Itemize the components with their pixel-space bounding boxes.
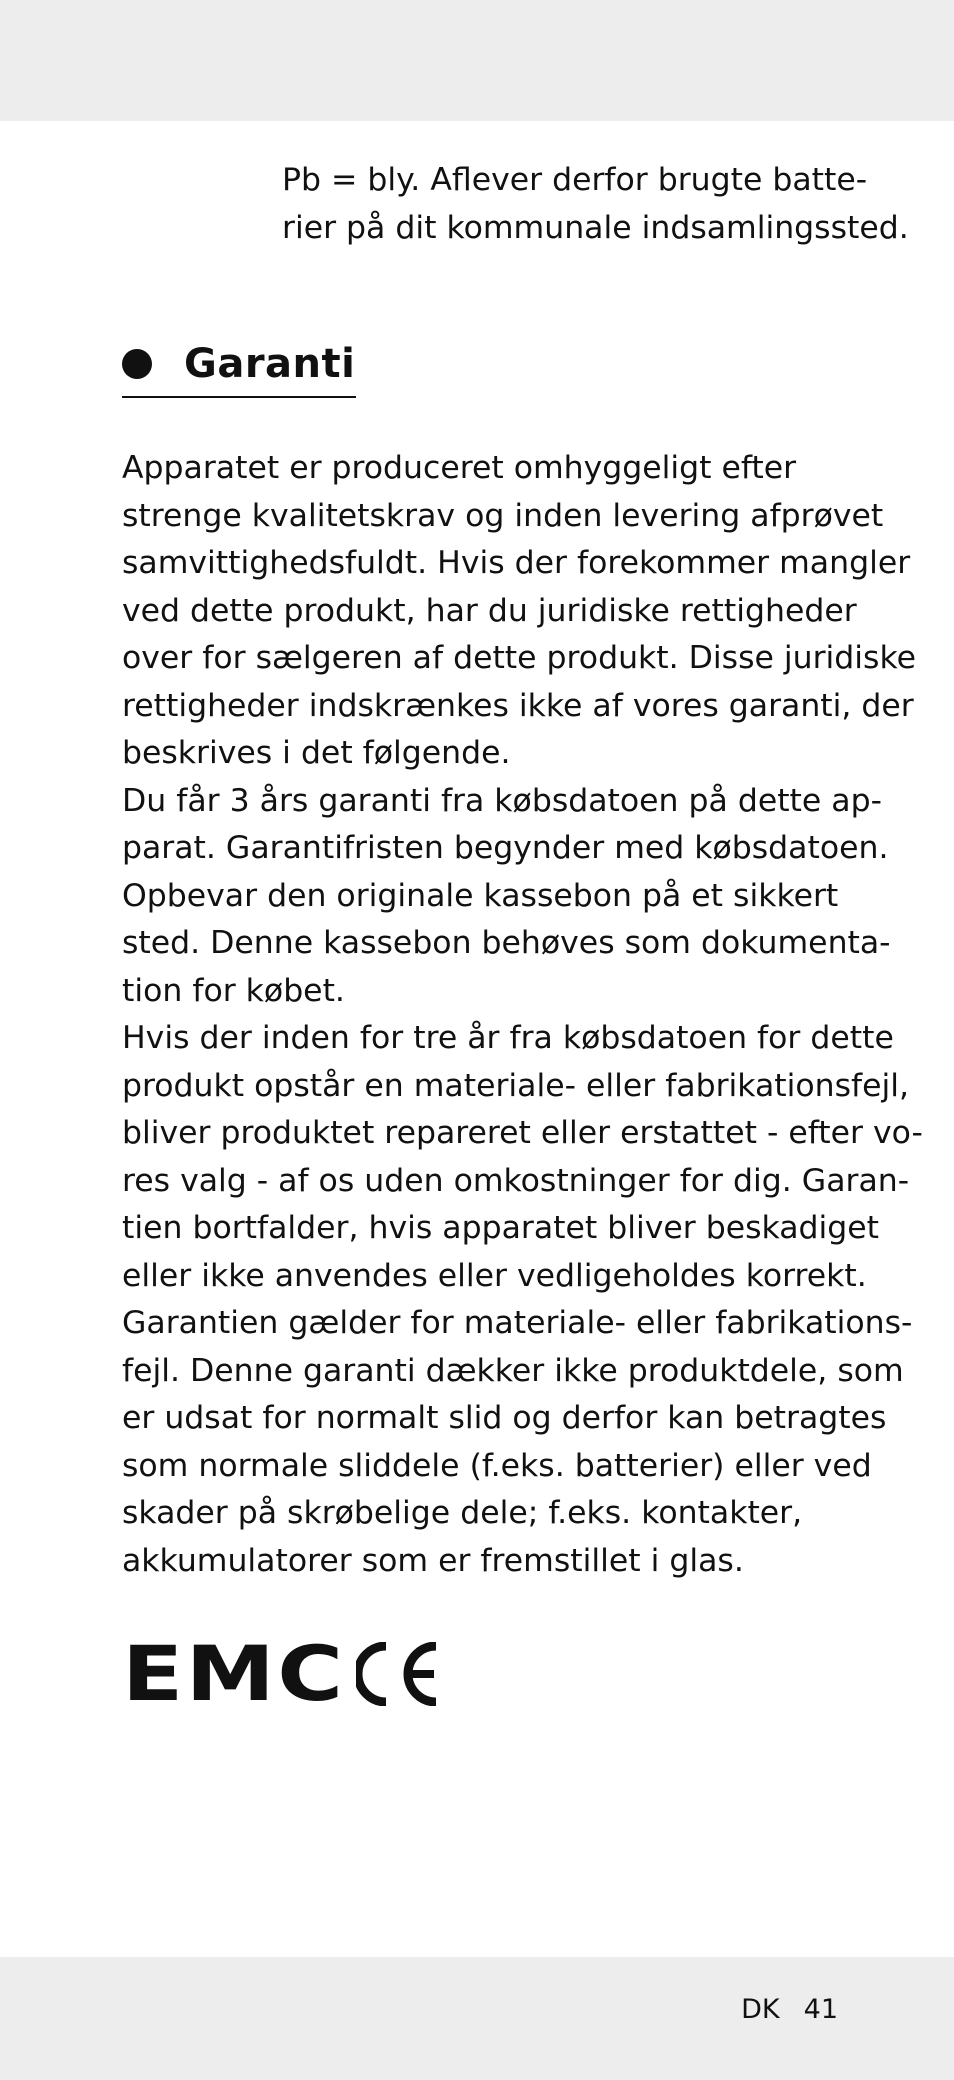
page-number: 41 xyxy=(803,1994,838,2025)
text-line: sted. Denne kassebon behøves som dokumenta- xyxy=(122,925,891,961)
text-line: strenge kvalitetskrav og inden levering afprøvet xyxy=(122,497,884,534)
text-line: Opbevar den originale kassebon på et sikkert xyxy=(122,877,839,914)
text-line: Apparatet er produceret omhyggeligt efter xyxy=(122,450,797,486)
text-line: Du får 3 års garanti fra købsdatoen på dette ap- xyxy=(122,782,882,819)
warranty-body-text xyxy=(122,445,923,1585)
emc-logo xyxy=(122,1629,346,1718)
text-line: akkumulatorer som er fremstillet i glas. xyxy=(122,1542,744,1579)
text-line: tion for købet. xyxy=(122,972,345,1009)
section-heading-garanti xyxy=(122,338,356,398)
emc-logo-text: EMC xyxy=(122,1629,346,1718)
top-margin-band xyxy=(0,0,954,121)
text-line: ved dette produkt, har du juridiske rettigheder xyxy=(122,592,857,629)
text-line: produkt opstår en materiale- eller fabrikationsfejl, xyxy=(122,1067,910,1104)
battery-disposal-text xyxy=(282,156,909,252)
text-line: res valg - af os uden omkostninger for dig. Garan- xyxy=(122,1162,910,1199)
text-line: skader på skrøbelige dele; f.eks. kontakter, xyxy=(122,1495,803,1531)
page-footer xyxy=(741,1990,838,2030)
text-line: fejl. Denne garanti dækker ikke produktdele, som xyxy=(122,1352,904,1389)
text-line: Hvis der inden for tre år fra købsdatoen for dette xyxy=(122,1020,894,1056)
text-line: over for sælgeren af dette produkt. Disse juridiske xyxy=(122,640,916,676)
language-code: DK xyxy=(741,1994,780,2025)
section-heading-label: Garanti xyxy=(184,341,356,387)
text-line: som normale sliddele (f.eks. batterier) eller ved xyxy=(122,1447,872,1484)
text-line: er udsat for normalt slid og derfor kan betragtes xyxy=(122,1400,887,1436)
bullet-icon xyxy=(122,349,152,379)
text-line: rettigheder indskrænkes ikke af vores garanti, der xyxy=(122,687,914,724)
ce-mark-icon xyxy=(356,1642,446,1706)
text-line: beskrives i det følgende. xyxy=(122,735,511,771)
text-line: parat. Garantifristen begynder med købsdatoen. xyxy=(122,830,889,866)
text-line: tien bortfalder, hvis apparatet bliver beskadiget xyxy=(122,1210,879,1246)
text-line: bliver produktet repareret eller erstattet - efter vo- xyxy=(122,1115,923,1151)
text-line: Pb = bly. Aflever derfor brugte batte- xyxy=(282,162,868,198)
text-line: eller ikke anvendes eller vedligeholdes korrekt. xyxy=(122,1257,867,1294)
text-line: Garantien gælder for materiale- eller fabrikations- xyxy=(122,1305,913,1341)
text-line: samvittighedsfuldt. Hvis der forekommer mangler xyxy=(122,545,911,581)
text-line: rier på dit kommunale indsamlingssted. xyxy=(282,210,909,246)
